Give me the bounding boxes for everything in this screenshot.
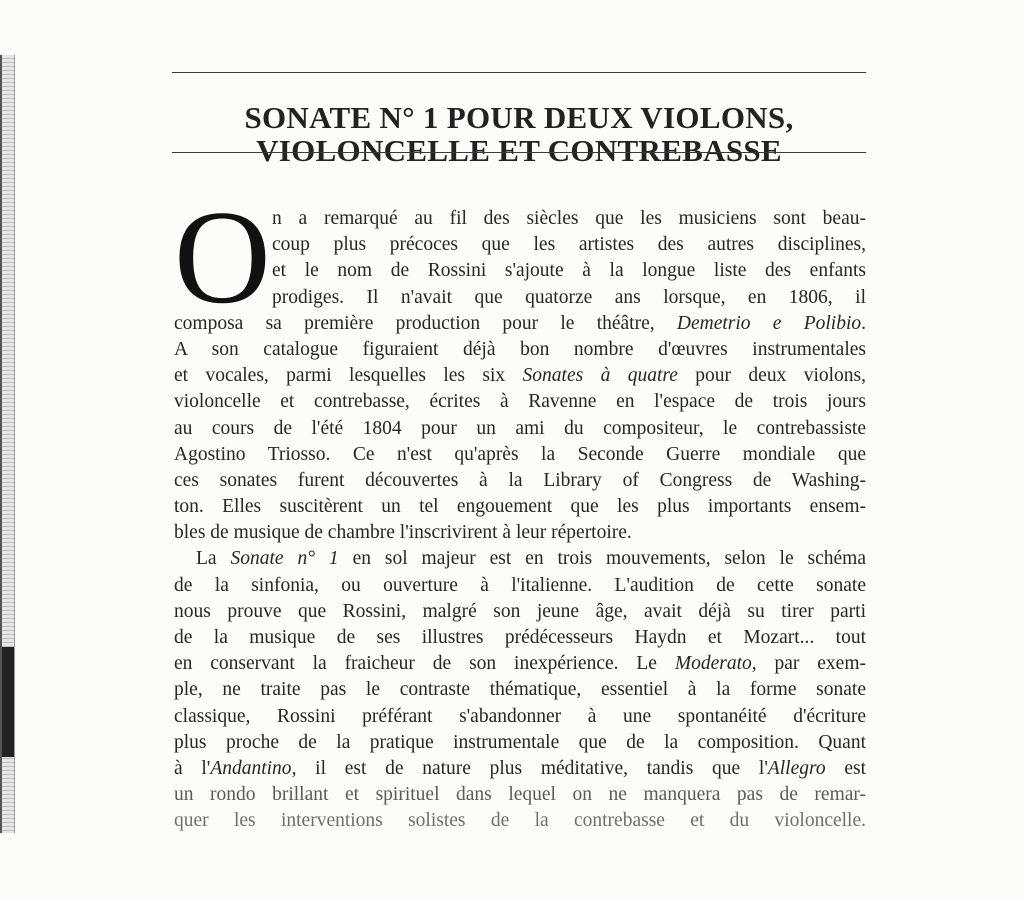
text-line: n a remarqué au fil des siècles que les musiciens sont beau- xyxy=(272,208,866,229)
text-line: à l'Andantino, il est de nature plus méditative, tandis que l'Allegro est xyxy=(174,757,866,779)
text-line: et le nom de Rossini s'ajoute à la longue liste des enfants xyxy=(272,260,866,282)
drop-cap: O xyxy=(174,183,271,331)
text-line: ton. Elles suscitèrent un tel engouement que les plus importants ensem- xyxy=(174,496,866,518)
page-edge-dark-block xyxy=(2,647,14,757)
text-line: coup plus précoces que les artistes des autres disciplines, xyxy=(272,234,866,256)
text-line: A son catalogue figuraient déjà bon nombre d'œuvres instrumentales xyxy=(174,338,866,360)
title-bottom-rule xyxy=(172,152,866,153)
text-line: La Sonate n° 1 en sol majeur est en trois mouvements, selon le schéma xyxy=(196,548,866,570)
text-line: au cours de l'été 1804 pour un ami du compositeur, le contrebassiste xyxy=(174,417,866,439)
text-line: en conservant la fraicheur de son inexpérience. Le Moderato, par exem- xyxy=(174,653,866,675)
text-line: nous prouve que Rossini, malgré son jeune âge, avait déjà su tirer parti xyxy=(174,600,866,622)
text-line: prodiges. Il n'avait que quatorze ans lorsque, en 1806, il xyxy=(272,286,866,308)
text-line: Agostino Triosso. Ce n'est qu'après la Seconde Guerre mondiale que xyxy=(174,443,866,465)
article-body xyxy=(174,206,866,835)
text-line: et vocales, parmi lesquelles les six Sonates à quatre pour deux violons, xyxy=(174,365,867,387)
text-line: ces sonates furent découvertes à la Library of Congress de Washing- xyxy=(174,469,866,491)
text-line: quer les interventions solistes de la contrebasse et du violoncelle. xyxy=(174,810,866,832)
title-line-2: VIOLONCELLE ET CONTREBASSE xyxy=(256,132,782,168)
text-line: ple, ne traite pas le contraste thématique, essentiel à la forme sonate xyxy=(174,679,866,701)
text-line: de la sinfonia, ou ouverture à l'italienne. L'audition de cette sonate xyxy=(174,574,866,596)
text-line: de la musique de ses illustres prédécesseurs Haydn et Mozart... tout xyxy=(174,627,866,648)
text-line: classique, Rossini préférant s'abandonner à une spontanéité d'écriture xyxy=(174,705,866,727)
title-line-1: SONATE N° 1 POUR DEUX VIOLONS, xyxy=(244,99,794,135)
text-line: un rondo brillant et spirituel dans lequel on ne manquera pas de remar- xyxy=(174,784,866,806)
page-edge-strip xyxy=(0,55,15,833)
text-line: bles de musique de chambre l'inscrivirent à leur répertoire. xyxy=(174,522,632,544)
page-title xyxy=(172,101,866,167)
text-line: composa sa première production pour le théâtre, Demetrio e Polibio. xyxy=(174,312,867,334)
title-top-rule xyxy=(172,72,866,73)
text-line: plus proche de la pratique instrumentale que de la composition. Quant xyxy=(174,731,866,753)
text-line: violoncelle et contrebasse, écrites à Ravenne en l'espace de trois jours xyxy=(174,391,866,413)
